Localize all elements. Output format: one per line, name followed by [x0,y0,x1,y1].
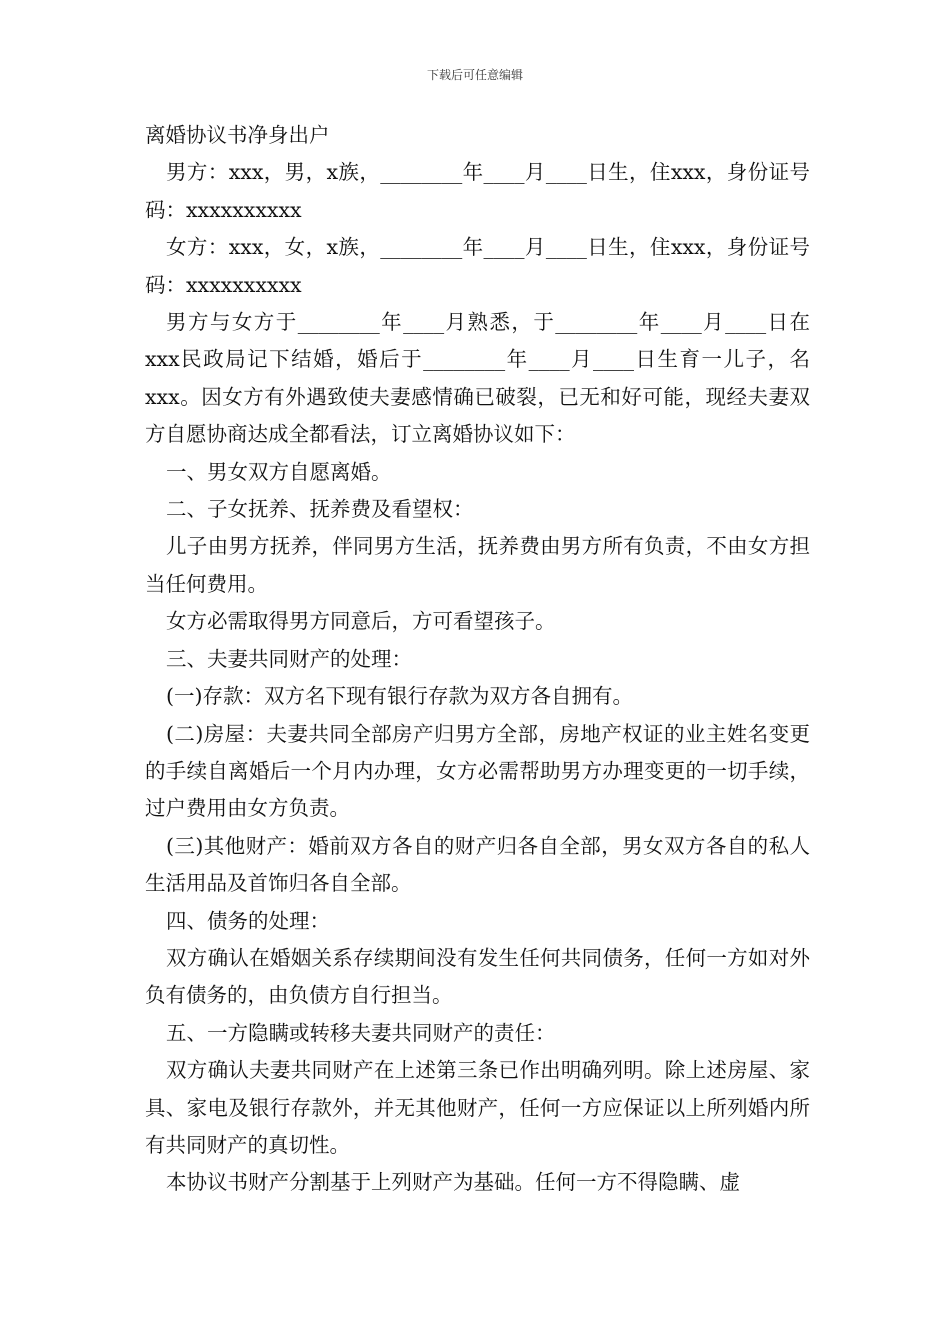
header-note: 下载后可任意编辑 [426,68,523,82]
paragraph-property-confirmation: 双方确认夫妻共同财产在上述第三条已作出明确列明。除上述房屋、家具、家电及银行存款外，并无其他财产，任何一方应保证以上所列婚内所有共同财产的真切性。 [145,1058,810,1157]
document-title: 离婚协议书净身出户 [145,123,330,147]
paragraph-child-custody: 儿子由男方抚养，伴同男方生活，抚养费由男方所有负责，不由女方担当任何费用。 [145,534,810,596]
clause-2-heading: 二、子女抚养、抚养费及看望权： [166,497,474,522]
paragraph-husband-info: 男方：xxx，男，x族，________年____月____日生，住xxx，身份证号码：xxxxxxxxxx [145,160,810,222]
paragraph-other-property: (三)其他财产：婚前双方各自的财产归各自全部，男女双方各自的私人生活用品及首饰归各自全部。 [145,833,810,896]
paragraph-housing: (二)房屋：夫妻共同全部房产归男方全部，房地产权证的业主姓名变更的手续自离婚后一个月内办理，女方必需帮助男方办理变更的一切手续，过户费用由女方负责。 [145,721,810,821]
clause-3-heading: 三、夫妻共同财产的处理： [166,646,412,671]
document-body [145,117,810,1202]
paragraph-deposits: (一)存款：双方名下现有银行存款为双方各自拥有。 [166,684,633,709]
clause-1-heading: 一、男女双方自愿离婚。 [166,459,392,484]
paragraph-visitation: 女方必需取得男方同意后，方可看望孩子。 [166,609,556,634]
paragraph-debts: 双方确认在婚姻关系存续期间没有发生任何共同债务，任何一方如对外负有债务的，由负债方自行担当。 [145,945,810,1008]
paragraph-property-division: 本协议书财产分割基于上列财产为基础。任何一方不得隐瞒、虚 [166,1170,740,1195]
paragraph-wife-info: 女方：xxx，女，x族，________年____月____日生，住xxx，身份证号码：xxxxxxxxxx [145,235,810,297]
clause-5-heading: 五、一方隐瞒或转移夫妻共同财产的责任： [166,1020,556,1045]
paragraph-marriage-history: 男方与女方于________年____月熟悉，于________年____月____日在xxx民政局记下结婚，婚后于________年____月____日生育一儿子，名xxx。因女方有外遇致使夫妻感情确已破裂，已无和好可能，现经夫妻双方自愿协商达成全都看法，订立离婚协议如下： [145,310,810,447]
clause-4-heading: 四、债务的处理： [166,908,330,933]
